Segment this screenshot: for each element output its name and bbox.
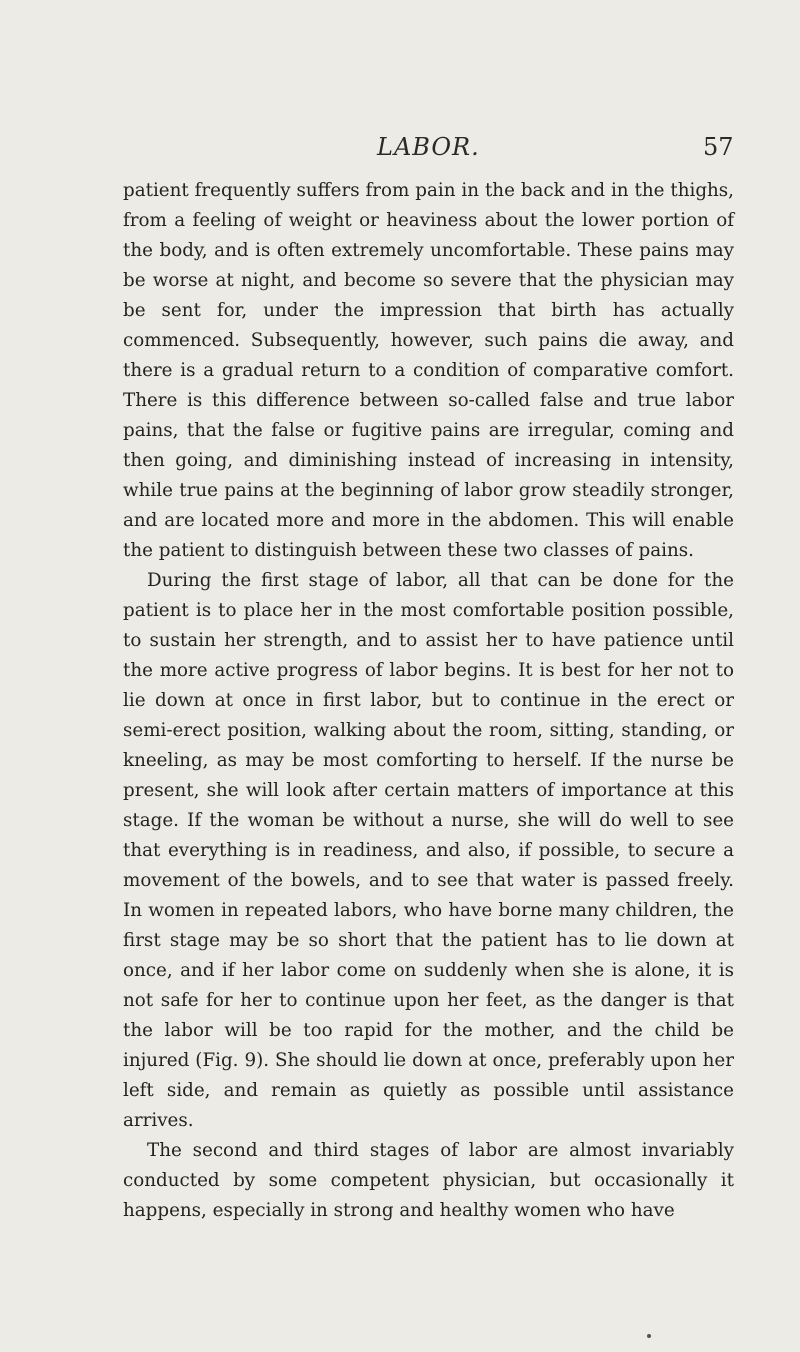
print-speck (647, 1334, 651, 1338)
running-head (0, 133, 800, 173)
running-head-title: LABOR. (377, 133, 480, 161)
paragraph-continued: patient frequently suffers from pain in the back and in the thighs, from a feeling of weight or heaviness about the lower portion of the body, and is often extremely uncomfortable. These pains may be worse at night, and become so severe that the physician may be sent for, under the impression that birth has actually commenced. Subsequently, however, such pains die away, and there is a gradual return to a condition of comparative comfort. There is this difference between so-called false and true labor pains, that the false or fugitive pains are irregular, coming and then going, and diminishing instead of increasing in intensity, while true pains at the beginning of labor grow steadily stronger, and are located more and more in the abdomen. This will enable the patient to distinguish between these two classes of pains. (123, 180, 734, 561)
paragraph-second-third-stages: The second and third stages of labor are almost invariably conducted by some competent physician, but occasionally it happens, especially in strong and healthy women who have (123, 1140, 734, 1221)
paragraph-first-stage: During the first stage of labor, all that can be done for the patient is to place her in the most comfortable position possible, to sustain her strength, and to assist her to have patience until the more active progress of labor begins. It is best for her not to lie down at once in first labor, but to continue in the erect or semi-erect position, walking about the room, sitting, standing, or kneeling, as may be most comforting to herself. If the nurse be present, she will look after certain matters of importance at this stage. If the woman be without a nurse, she will do well to see that everything is in readiness, and also, if possible, to secure a movement of the bowels, and to see that water is passed freely. In women in repeated labors, who have borne many children, the first stage may be so short that the patient has to lie down at once, and if her labor come on suddenly when she is alone, it is not safe for her to continue upon her feet, as the danger is that the labor will be too rapid for the mother, and the child be injured (Fig. 9). She should lie down at once, preferably upon her left side, and remain as quietly as possible until assistance arrives. (123, 570, 734, 1131)
page-number: 57 (703, 133, 734, 161)
body-text (123, 176, 734, 1226)
